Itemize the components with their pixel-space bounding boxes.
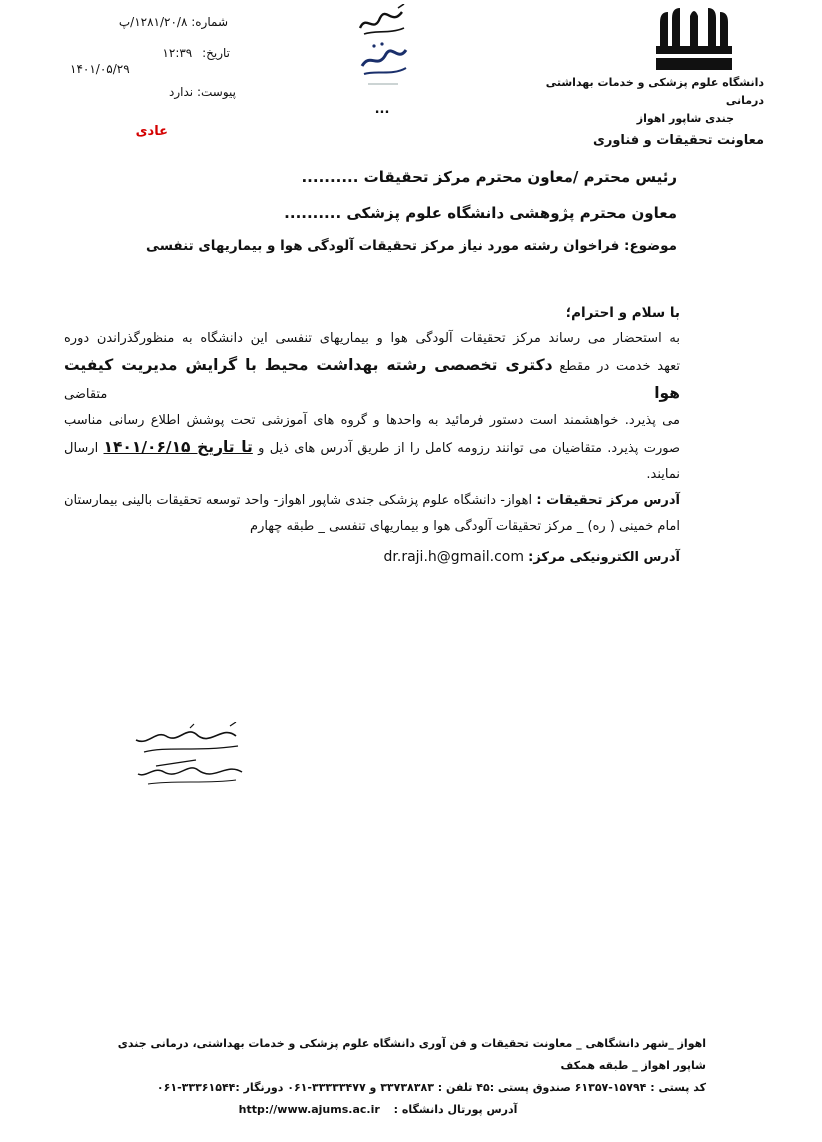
portal-link[interactable]: http://www.ajums.ac.ir bbox=[238, 1103, 380, 1116]
deadline-highlight: تا تاریخ ۱۴۰۱/۰۶/۱۵ bbox=[103, 438, 253, 456]
email-link[interactable]: dr.raji.h@gmail.com bbox=[383, 549, 524, 565]
university-logo-icon bbox=[652, 6, 736, 72]
body-line-2 bbox=[64, 352, 680, 408]
org-name-line2: جندی شاپور اهواز bbox=[636, 112, 734, 125]
portal-label: آدرس پورتال دانشگاه : bbox=[393, 1103, 518, 1116]
address-label: آدرس مرکز تحقیقات : bbox=[536, 493, 680, 508]
letter-footer bbox=[110, 1033, 706, 1121]
number-label: شماره: bbox=[191, 15, 228, 29]
letter-body bbox=[64, 300, 680, 571]
attachment-label: پیوست: bbox=[196, 85, 236, 99]
calligraphy-dots: ... bbox=[374, 102, 390, 117]
footer-address: اهواز _شهر دانشگاهی _ معاونت تحقیقات و فن آوری دانشگاه علوم پزشکی و خدمات بهداشتی، درمانی جندی شاپور اهواز _ طبقه همکف bbox=[117, 1037, 706, 1072]
subject-text: فراخوان رشته مورد نیاز مرکز تحقیقات آلودگی هوا و بیماریهای تنفسی bbox=[146, 238, 620, 254]
attachment-value: ندارد bbox=[169, 85, 194, 99]
greeting: با سلام و احترام؛ bbox=[565, 305, 680, 321]
signature-icon bbox=[126, 722, 256, 792]
body-line-1: به استحضار می رساند مرکز تحقیقات آلودگی هوا و بیماریهای تنفسی این دانشگاه به منظورگذراندن دوره bbox=[64, 331, 680, 346]
addressee-line-2: معاون محترم پژوهشی دانشگاه علوم پزشکی .......... bbox=[284, 204, 677, 222]
org-department: معاونت تحقیقات و فناوری bbox=[592, 133, 764, 148]
footer-contact: کد پستی : ۱۵۷۹۴-۶۱۳۵۷ صندوق پستی :۴۵ تلفن : ۳۳۷۳۸۳۸۳ و ۳۳۳۳۳۴۷۷-۰۶۱ دورنگار :۳۳۳۶۱۵۴۴-۰۶۱ bbox=[156, 1081, 706, 1094]
date-time: ۱۲:۳۹ bbox=[162, 46, 193, 60]
body-line-4-post: ارسال bbox=[64, 441, 99, 456]
email-row bbox=[64, 544, 680, 571]
body-line-4-pre: صورت پذیرد. متقاضیان می توانند رزومه کامل را از طریق آدرس های ذیل و bbox=[258, 441, 680, 456]
body-line-4 bbox=[64, 434, 680, 462]
email-label: آدرس الکترونیکی مرکز: bbox=[528, 550, 680, 565]
date-value: ۱۴۰۱/۰۵/۲۹ bbox=[70, 62, 130, 76]
program-highlight: دکتری تخصصی رشته بهداشت محیط با گرایش مدیریت کیفیت هوا bbox=[64, 356, 680, 402]
letter-attachment bbox=[112, 84, 236, 100]
calligraphy-emblem bbox=[352, 4, 412, 116]
date-label: تاریخ: bbox=[202, 46, 230, 60]
letter-date bbox=[70, 45, 230, 77]
body-line-2-post: متقاضی bbox=[64, 387, 108, 402]
organization-header bbox=[524, 74, 764, 150]
calligraphy-icon bbox=[352, 4, 412, 100]
body-line-2-pre: تعهد خدمت در مقطع bbox=[559, 359, 680, 374]
address-text-1: اهواز- دانشگاه علوم پزشکی جندی شاپور اهواز- واحد توسعه تحقیقات بالینی بیمارستان bbox=[64, 493, 533, 508]
footer-portal bbox=[110, 1099, 706, 1121]
address-line-1 bbox=[64, 488, 680, 514]
subject-line bbox=[146, 238, 677, 254]
subject-label: موضوع: bbox=[624, 238, 677, 254]
number-value: ۱۲۸۱/۲۰/۸/پ bbox=[118, 15, 188, 29]
org-name-line1: دانشگاه علوم پزشکی و خدمات بهداشتی درمانی bbox=[545, 76, 764, 107]
addressee-line-1: رئیس محترم /معاون محترم مرکز تحقیقات .......... bbox=[301, 168, 677, 186]
body-line-5: نمایند. bbox=[646, 467, 680, 482]
address-line-2: امام خمینی ( ره) _ مرکز تحقیقات آلودگی هوا و بیماریهای تنفسی _ طبقه چهارم bbox=[250, 519, 680, 534]
letter-number bbox=[100, 14, 228, 30]
body-line-3: می پذیرد. خواهشمند است دستور فرمائید به واحدها و گروه های آموزشی تحت پوشش اطلاع رسانی مناسب bbox=[64, 413, 680, 428]
priority-badge: عادی bbox=[135, 124, 168, 139]
